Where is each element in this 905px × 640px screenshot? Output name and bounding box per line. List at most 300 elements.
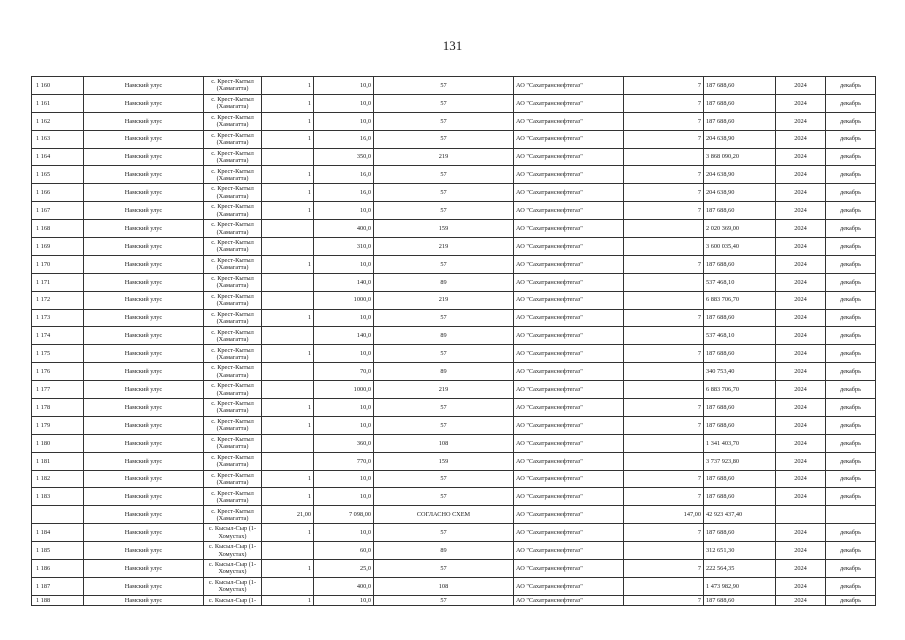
cell-organization: АО "Сахатранснефтегаз"	[514, 166, 624, 184]
cell-year: 2024	[776, 577, 826, 595]
cell-organization: АО "Сахатранснефтегаз"	[514, 77, 624, 95]
cell-row-number: 1 186	[32, 560, 84, 578]
table-row	[32, 112, 876, 130]
cell-diameter: 57	[374, 524, 514, 542]
table-row	[32, 560, 876, 578]
cell-year: 2024	[776, 595, 826, 605]
cell-count	[262, 220, 314, 238]
cell-count	[262, 542, 314, 560]
cell-units: 7	[624, 488, 704, 506]
cell-locality: с. Крест-Кытыл (Хамагатта)	[204, 148, 262, 166]
cell-count: 1	[262, 560, 314, 578]
cell-month: декабрь	[826, 524, 876, 542]
table-row	[32, 506, 876, 524]
cell-year: 2024	[776, 524, 826, 542]
cell-count	[262, 148, 314, 166]
cell-organization: АО "Сахатранснефтегаз"	[514, 595, 624, 605]
cell-organization: АО "Сахатранснефтегаз"	[514, 273, 624, 291]
cell-units	[624, 542, 704, 560]
cell-amount: 2 020 369,00	[704, 220, 776, 238]
table-row	[32, 238, 876, 256]
cell-diameter: 57	[374, 595, 514, 605]
cell-units: 7	[624, 166, 704, 184]
cell-district: Намский улус	[84, 506, 204, 524]
cell-diameter: 89	[374, 542, 514, 560]
cell-organization: АО "Сахатранснефтегаз"	[514, 488, 624, 506]
table-row	[32, 399, 876, 417]
cell-amount: 537 468,10	[704, 273, 776, 291]
cell-diameter: 57	[374, 416, 514, 434]
cell-district: Намский улус	[84, 542, 204, 560]
cell-organization: АО "Сахатранснефтегаз"	[514, 577, 624, 595]
cell-count	[262, 291, 314, 309]
cell-diameter: 57	[374, 488, 514, 506]
cell-month: декабрь	[826, 560, 876, 578]
cell-diameter: 159	[374, 452, 514, 470]
cell-row-number: 1 187	[32, 577, 84, 595]
cell-diameter: 57	[374, 130, 514, 148]
cell-month: декабрь	[826, 166, 876, 184]
cell-amount: 312 651,30	[704, 542, 776, 560]
cell-count	[262, 327, 314, 345]
cell-district: Намский улус	[84, 560, 204, 578]
cell-count: 1	[262, 345, 314, 363]
table-row	[32, 416, 876, 434]
cell-month: декабрь	[826, 309, 876, 327]
cell-locality: с. Крест-Кытыл (Хамагатта)	[204, 327, 262, 345]
cell-district: Намский улус	[84, 202, 204, 220]
cell-amount: 187 688,60	[704, 94, 776, 112]
cell-length: 10,0	[314, 488, 374, 506]
cell-month: декабрь	[826, 112, 876, 130]
cell-units	[624, 291, 704, 309]
cell-month: декабрь	[826, 184, 876, 202]
cell-row-number: 1 173	[32, 309, 84, 327]
cell-diameter: 108	[374, 434, 514, 452]
cell-units	[624, 381, 704, 399]
cell-row-number: 1 171	[32, 273, 84, 291]
cell-locality: с. Крест-Кытыл (Хамагатта)	[204, 470, 262, 488]
table-row	[32, 184, 876, 202]
cell-length: 360,0	[314, 434, 374, 452]
cell-locality: с. Кысыл-Сыр (1-Хомустах)	[204, 560, 262, 578]
cell-district: Намский улус	[84, 381, 204, 399]
cell-row-number: 1 166	[32, 184, 84, 202]
cell-locality: с. Крест-Кытыл (Хамагатта)	[204, 345, 262, 363]
cell-district: Намский улус	[84, 470, 204, 488]
cell-district: Намский улус	[84, 399, 204, 417]
cell-year: 2024	[776, 273, 826, 291]
cell-month: декабрь	[826, 130, 876, 148]
cell-units: 7	[624, 595, 704, 605]
cell-amount: 204 638,90	[704, 166, 776, 184]
cell-organization: АО "Сахатранснефтегаз"	[514, 345, 624, 363]
cell-district: Намский улус	[84, 434, 204, 452]
cell-units	[624, 434, 704, 452]
cell-amount: 187 688,60	[704, 416, 776, 434]
cell-year: 2024	[776, 560, 826, 578]
cell-locality: с. Крест-Кытыл (Хамагатта)	[204, 399, 262, 417]
cell-month: декабрь	[826, 488, 876, 506]
cell-organization: АО "Сахатранснефтегаз"	[514, 452, 624, 470]
cell-length: 10,0	[314, 399, 374, 417]
cell-locality: с. Крест-Кытыл (Хамагатта)	[204, 184, 262, 202]
cell-district: Намский улус	[84, 184, 204, 202]
cell-units: 7	[624, 202, 704, 220]
cell-length: 10,0	[314, 77, 374, 95]
cell-organization: АО "Сахатранснефтегаз"	[514, 470, 624, 488]
cell-diameter: 89	[374, 363, 514, 381]
cell-length: 770,0	[314, 452, 374, 470]
cell-year: 2024	[776, 112, 826, 130]
table-row	[32, 524, 876, 542]
cell-amount: 1 341 403,70	[704, 434, 776, 452]
cell-length: 10,0	[314, 524, 374, 542]
cell-month: декабрь	[826, 291, 876, 309]
cell-row-number: 1 182	[32, 470, 84, 488]
cell-diameter: 57	[374, 94, 514, 112]
cell-locality: с. Крест-Кытыл (Хамагатта)	[204, 238, 262, 256]
cell-month	[826, 506, 876, 524]
cell-diameter: 57	[374, 112, 514, 130]
cell-units: 7	[624, 255, 704, 273]
cell-length: 350,0	[314, 148, 374, 166]
cell-organization: АО "Сахатранснефтегаз"	[514, 416, 624, 434]
cell-year: 2024	[776, 184, 826, 202]
cell-diameter: 57	[374, 470, 514, 488]
cell-length: 7 098,00	[314, 506, 374, 524]
cell-district: Намский улус	[84, 363, 204, 381]
cell-year	[776, 506, 826, 524]
cell-diameter: 57	[374, 309, 514, 327]
cell-district: Намский улус	[84, 130, 204, 148]
table-row	[32, 309, 876, 327]
cell-length: 16,0	[314, 184, 374, 202]
cell-locality: с. Крест-Кытыл (Хамагатта)	[204, 94, 262, 112]
cell-locality: с. Крест-Кытыл (Хамагатта)	[204, 363, 262, 381]
cell-row-number: 1 172	[32, 291, 84, 309]
cell-diameter: 219	[374, 291, 514, 309]
cell-diameter: 108	[374, 577, 514, 595]
cell-amount: 187 688,60	[704, 77, 776, 95]
cell-locality: с. Кысыл-Сыр (1-Хомустах)	[204, 524, 262, 542]
cell-count: 1	[262, 255, 314, 273]
cell-diameter: 57	[374, 399, 514, 417]
cell-units	[624, 363, 704, 381]
cell-district: Намский улус	[84, 595, 204, 605]
cell-units	[624, 452, 704, 470]
cell-count	[262, 577, 314, 595]
cell-count: 21,00	[262, 506, 314, 524]
cell-diameter: 57	[374, 255, 514, 273]
cell-month: декабрь	[826, 577, 876, 595]
cell-units	[624, 577, 704, 595]
cell-district: Намский улус	[84, 577, 204, 595]
cell-organization: АО "Сахатранснефтегаз"	[514, 381, 624, 399]
cell-units: 7	[624, 94, 704, 112]
cell-units: 147,00	[624, 506, 704, 524]
cell-year: 2024	[776, 452, 826, 470]
cell-count: 1	[262, 309, 314, 327]
cell-locality: с. Крест-Кытыл (Хамагатта)	[204, 291, 262, 309]
table-row	[32, 595, 876, 605]
cell-locality: с. Крест-Кытыл (Хамагатта)	[204, 488, 262, 506]
cell-organization: АО "Сахатранснефтегаз"	[514, 238, 624, 256]
cell-locality: с. Крест-Кытыл (Хамагатта)	[204, 416, 262, 434]
cell-district: Намский улус	[84, 166, 204, 184]
cell-row-number: 1 164	[32, 148, 84, 166]
cell-district: Намский улус	[84, 148, 204, 166]
cell-year: 2024	[776, 416, 826, 434]
cell-district: Намский улус	[84, 309, 204, 327]
cell-month: декабрь	[826, 542, 876, 560]
cell-organization: АО "Сахатранснефтегаз"	[514, 148, 624, 166]
table-row	[32, 470, 876, 488]
cell-length: 10,0	[314, 255, 374, 273]
cell-diameter: 57	[374, 184, 514, 202]
cell-length: 25,0	[314, 560, 374, 578]
cell-organization: АО "Сахатранснефтегаз"	[514, 130, 624, 148]
table-row	[32, 327, 876, 345]
cell-amount: 6 883 706,70	[704, 291, 776, 309]
cell-units: 7	[624, 524, 704, 542]
cell-year: 2024	[776, 77, 826, 95]
cell-year: 2024	[776, 238, 826, 256]
cell-district: Намский улус	[84, 77, 204, 95]
cell-diameter: 57	[374, 202, 514, 220]
cell-length: 1000,0	[314, 291, 374, 309]
cell-row-number: 1 160	[32, 77, 84, 95]
cell-month: декабрь	[826, 452, 876, 470]
cell-month: декабрь	[826, 94, 876, 112]
cell-month: декабрь	[826, 220, 876, 238]
cell-month: декабрь	[826, 255, 876, 273]
cell-length: 10,0	[314, 470, 374, 488]
cell-row-number: 1 163	[32, 130, 84, 148]
cell-amount: 187 688,60	[704, 309, 776, 327]
cell-organization: АО "Сахатранснефтегаз"	[514, 506, 624, 524]
cell-units	[624, 148, 704, 166]
cell-count	[262, 238, 314, 256]
cell-month: декабрь	[826, 470, 876, 488]
cell-district: Намский улус	[84, 112, 204, 130]
cell-units: 7	[624, 399, 704, 417]
cell-year: 2024	[776, 345, 826, 363]
cell-year: 2024	[776, 363, 826, 381]
cell-units	[624, 220, 704, 238]
cell-count: 1	[262, 399, 314, 417]
cell-organization: АО "Сахатранснефтегаз"	[514, 560, 624, 578]
table-row	[32, 130, 876, 148]
cell-year: 2024	[776, 94, 826, 112]
cell-amount: 187 688,60	[704, 202, 776, 220]
cell-row-number: 1 180	[32, 434, 84, 452]
cell-district: Намский улус	[84, 220, 204, 238]
cell-count	[262, 452, 314, 470]
cell-amount: 1 473 982,90	[704, 577, 776, 595]
cell-locality: с. Кысыл-Сыр (1-	[204, 595, 262, 605]
cell-year: 2024	[776, 291, 826, 309]
cell-organization: АО "Сахатранснефтегаз"	[514, 363, 624, 381]
table-row	[32, 488, 876, 506]
cell-diameter: 57	[374, 166, 514, 184]
cell-row-number: 1 174	[32, 327, 84, 345]
cell-amount: 3 868 090,20	[704, 148, 776, 166]
cell-month: декабрь	[826, 595, 876, 605]
cell-units: 7	[624, 184, 704, 202]
cell-locality: с. Крест-Кытыл (Хамагатта)	[204, 77, 262, 95]
cell-district: Намский улус	[84, 452, 204, 470]
cell-month: декабрь	[826, 416, 876, 434]
cell-locality: с. Кысыл-Сыр (1-Хомустах)	[204, 542, 262, 560]
cell-locality: с. Крест-Кытыл (Хамагатта)	[204, 130, 262, 148]
cell-month: декабрь	[826, 399, 876, 417]
cell-length: 140,0	[314, 273, 374, 291]
cell-count: 1	[262, 470, 314, 488]
cell-count: 1	[262, 184, 314, 202]
cell-locality: с. Крест-Кытыл (Хамагатта)	[204, 112, 262, 130]
cell-length: 70,0	[314, 363, 374, 381]
cell-length: 10,0	[314, 94, 374, 112]
cell-amount: 537 468,10	[704, 327, 776, 345]
cell-locality: с. Крест-Кытыл (Хамагатта)	[204, 434, 262, 452]
cell-units: 7	[624, 416, 704, 434]
cell-row-number: 1 178	[32, 399, 84, 417]
cell-length: 400,0	[314, 220, 374, 238]
cell-month: декабрь	[826, 238, 876, 256]
cell-year: 2024	[776, 542, 826, 560]
cell-diameter: 159	[374, 220, 514, 238]
cell-organization: АО "Сахатранснефтегаз"	[514, 327, 624, 345]
cell-amount: 42 923 437,40	[704, 506, 776, 524]
table-row	[32, 542, 876, 560]
table-row	[32, 220, 876, 238]
cell-length: 140,0	[314, 327, 374, 345]
cell-month: декабрь	[826, 148, 876, 166]
cell-locality: с. Кысыл-Сыр (1-Хомустах)	[204, 577, 262, 595]
cell-month: декабрь	[826, 434, 876, 452]
cell-length: 10,0	[314, 416, 374, 434]
cell-row-number: 1 179	[32, 416, 84, 434]
table-row	[32, 452, 876, 470]
cell-locality: с. Крест-Кытыл (Хамагатта)	[204, 381, 262, 399]
cell-month: декабрь	[826, 202, 876, 220]
cell-district: Намский улус	[84, 291, 204, 309]
cell-diameter: 89	[374, 327, 514, 345]
cell-month: декабрь	[826, 273, 876, 291]
cell-organization: АО "Сахатранснефтегаз"	[514, 94, 624, 112]
cell-district: Намский улус	[84, 524, 204, 542]
cell-year: 2024	[776, 470, 826, 488]
cell-locality: с. Крест-Кытыл (Хамагатта)	[204, 273, 262, 291]
cell-month: декабрь	[826, 381, 876, 399]
cell-row-number: 1 181	[32, 452, 84, 470]
cell-organization: АО "Сахатранснефтегаз"	[514, 112, 624, 130]
cell-organization: АО "Сахатранснефтегаз"	[514, 255, 624, 273]
cell-row-number: 1 161	[32, 94, 84, 112]
cell-year: 2024	[776, 327, 826, 345]
cell-organization: АО "Сахатранснефтегаз"	[514, 184, 624, 202]
table-row	[32, 166, 876, 184]
cell-units: 7	[624, 470, 704, 488]
cell-count: 1	[262, 130, 314, 148]
cell-year: 2024	[776, 381, 826, 399]
cell-district: Намский улус	[84, 255, 204, 273]
cell-row-number: 1 175	[32, 345, 84, 363]
table-row	[32, 148, 876, 166]
cell-month: декабрь	[826, 327, 876, 345]
cell-year: 2024	[776, 202, 826, 220]
cell-length: 310,0	[314, 238, 374, 256]
cell-year: 2024	[776, 220, 826, 238]
cell-locality: с. Крест-Кытыл (Хамагатта)	[204, 202, 262, 220]
table-row	[32, 77, 876, 95]
cell-row-number: 1 184	[32, 524, 84, 542]
cell-count	[262, 363, 314, 381]
table-row	[32, 381, 876, 399]
cell-amount: 187 688,60	[704, 255, 776, 273]
cell-district: Намский улус	[84, 488, 204, 506]
cell-length: 10,0	[314, 595, 374, 605]
cell-month: декабрь	[826, 363, 876, 381]
cell-row-number: 1 167	[32, 202, 84, 220]
cell-row-number: 1 183	[32, 488, 84, 506]
cell-locality: с. Крест-Кытыл (Хамагатта)	[204, 166, 262, 184]
cell-length: 1000,0	[314, 381, 374, 399]
cell-organization: АО "Сахатранснефтегаз"	[514, 220, 624, 238]
cell-count: 1	[262, 524, 314, 542]
cell-row-number: 1 188	[32, 595, 84, 605]
cell-count: 1	[262, 77, 314, 95]
cell-district: Намский улус	[84, 416, 204, 434]
cell-count: 1	[262, 595, 314, 605]
cell-diameter: 219	[374, 148, 514, 166]
cell-diameter: 219	[374, 381, 514, 399]
cell-organization: АО "Сахатранснефтегаз"	[514, 291, 624, 309]
cell-year: 2024	[776, 434, 826, 452]
cell-district: Намский улус	[84, 345, 204, 363]
table-row	[32, 202, 876, 220]
table-row	[32, 345, 876, 363]
cell-organization: АО "Сахатранснефтегаз"	[514, 202, 624, 220]
data-table	[31, 76, 876, 606]
cell-length: 60,0	[314, 542, 374, 560]
cell-units: 7	[624, 77, 704, 95]
cell-amount: 187 688,60	[704, 488, 776, 506]
cell-units	[624, 238, 704, 256]
table-row	[32, 434, 876, 452]
cell-count: 1	[262, 94, 314, 112]
cell-amount: 340 753,40	[704, 363, 776, 381]
cell-organization: АО "Сахатранснефтегаз"	[514, 399, 624, 417]
cell-units: 7	[624, 345, 704, 363]
cell-year: 2024	[776, 488, 826, 506]
cell-organization: АО "Сахатранснефтегаз"	[514, 542, 624, 560]
cell-locality: с. Крест-Кытыл (Хамагатта)	[204, 506, 262, 524]
cell-amount: 3 600 035,40	[704, 238, 776, 256]
cell-organization: АО "Сахатранснефтегаз"	[514, 524, 624, 542]
cell-count: 1	[262, 488, 314, 506]
cell-row-number: 1 162	[32, 112, 84, 130]
cell-amount: 222 564,35	[704, 560, 776, 578]
cell-month: декабрь	[826, 345, 876, 363]
cell-organization: АО "Сахатранснефтегаз"	[514, 309, 624, 327]
cell-length: 10,0	[314, 345, 374, 363]
cell-units	[624, 327, 704, 345]
table-row	[32, 94, 876, 112]
cell-district: Намский улус	[84, 327, 204, 345]
cell-length: 10,0	[314, 309, 374, 327]
